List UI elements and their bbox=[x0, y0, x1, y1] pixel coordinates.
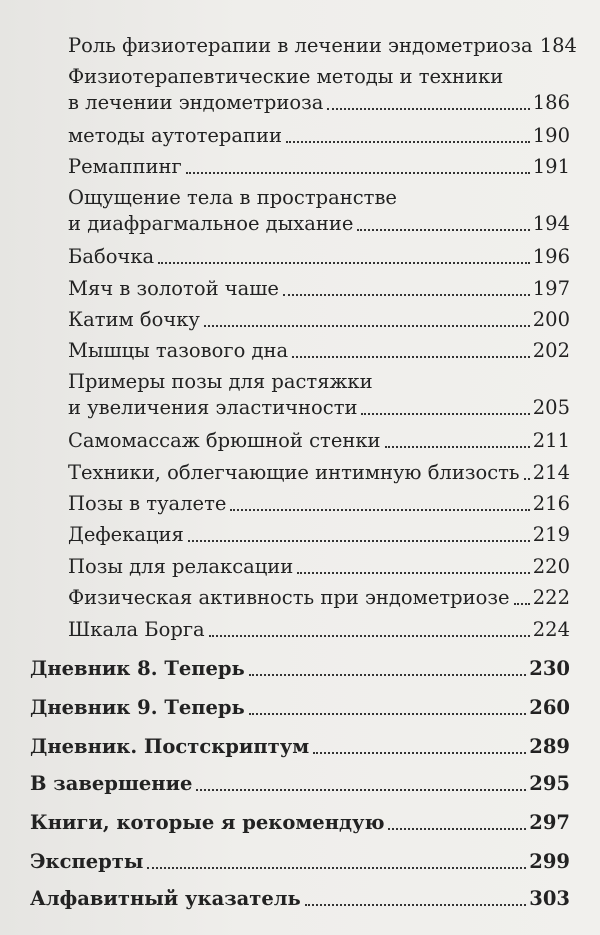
toc-entry bbox=[68, 554, 570, 580]
toc-entry bbox=[68, 585, 570, 611]
dot-leader bbox=[357, 229, 529, 231]
dot-leader bbox=[305, 904, 527, 906]
toc-page-number: 214 bbox=[532, 461, 570, 484]
toc-entry-title: Книги, которые я рекомендую bbox=[30, 811, 385, 834]
toc-entry bbox=[30, 734, 570, 760]
toc-entry bbox=[68, 64, 570, 116]
toc-page-number: 194 bbox=[532, 212, 570, 235]
toc-entry-title: Алфавитный указатель bbox=[30, 887, 301, 910]
toc-page-number: 184 bbox=[539, 34, 577, 57]
toc-entry bbox=[30, 656, 570, 682]
dot-leader bbox=[249, 674, 526, 676]
dot-leader bbox=[209, 635, 530, 637]
toc-entry-title-line2: в лечении эндометриоза bbox=[68, 91, 324, 114]
toc-page-number: 297 bbox=[529, 811, 570, 834]
dot-leader bbox=[204, 325, 530, 327]
toc-entry-title-line1: Ощущение тела в пространстве bbox=[68, 186, 397, 209]
toc-entry bbox=[68, 185, 570, 237]
toc-entry-title: В завершение bbox=[30, 772, 193, 795]
dot-leader bbox=[514, 603, 530, 605]
toc-entry-title-line2: и диафрагмальное дыхание bbox=[68, 212, 354, 235]
toc-entry bbox=[68, 307, 570, 333]
toc-page-number: 205 bbox=[532, 396, 570, 419]
toc-entry bbox=[68, 522, 570, 548]
toc-entry-title: Техники, облегчающие интимную близость bbox=[68, 461, 520, 484]
toc-entry bbox=[30, 771, 570, 797]
dot-leader bbox=[230, 509, 529, 511]
toc-entry bbox=[68, 338, 570, 364]
dot-leader bbox=[196, 789, 526, 791]
toc-entry bbox=[68, 123, 570, 149]
toc-entry bbox=[30, 695, 570, 721]
dot-leader bbox=[361, 413, 529, 415]
toc-page-number: 224 bbox=[532, 618, 570, 641]
toc-entry-title: Дневник 8. Теперь bbox=[30, 657, 245, 680]
toc-page-number: 230 bbox=[529, 657, 570, 680]
toc-entry-title: Шкала Борга bbox=[68, 618, 205, 641]
toc-entry-title: Ремаппинг bbox=[68, 155, 182, 178]
dot-leader bbox=[292, 356, 530, 358]
toc-entry-title: методы аутотерапии bbox=[68, 124, 283, 147]
dot-leader bbox=[186, 172, 530, 174]
toc-entry bbox=[68, 617, 570, 643]
toc-entry bbox=[68, 491, 570, 517]
toc-page-number: 186 bbox=[532, 91, 570, 114]
toc-page-number: 196 bbox=[532, 245, 570, 268]
toc-page-number: 197 bbox=[532, 277, 570, 300]
toc-entry-title: Дневник. Постскриптум bbox=[30, 735, 310, 758]
dot-leader bbox=[388, 828, 526, 830]
toc-page-number: 216 bbox=[532, 492, 570, 515]
toc-entry bbox=[68, 244, 570, 270]
dot-leader bbox=[297, 572, 529, 574]
toc-entry bbox=[68, 154, 570, 180]
dot-leader bbox=[286, 141, 530, 143]
toc-page-number: 299 bbox=[529, 850, 570, 873]
toc-page-number: 222 bbox=[532, 586, 570, 609]
toc-entry-title: Позы в туалете bbox=[68, 492, 227, 515]
toc-entry-title: Катим бочку bbox=[68, 308, 200, 331]
toc-entry-title: Самомассаж брюшной стенки bbox=[68, 429, 381, 452]
toc-page-number: 220 bbox=[532, 555, 570, 578]
toc-page-number: 303 bbox=[529, 887, 570, 910]
toc-entry-title: Физическая активность при эндометриозе bbox=[68, 586, 510, 609]
dot-leader bbox=[327, 108, 529, 110]
toc-entry-title: Роль физиотерапии в лечении эндометриоза bbox=[68, 34, 533, 57]
toc-entry-title: Позы для релаксации bbox=[68, 555, 294, 578]
dot-leader bbox=[147, 867, 526, 869]
toc-page-number: 219 bbox=[532, 523, 570, 546]
toc-entry bbox=[30, 849, 570, 875]
dot-leader bbox=[524, 478, 530, 480]
toc-entry bbox=[30, 886, 570, 912]
dot-leader bbox=[385, 446, 530, 448]
toc-page-number: 295 bbox=[529, 772, 570, 795]
toc-entry bbox=[30, 810, 570, 836]
toc-entry-title: Бабочка bbox=[68, 245, 155, 268]
toc-page-number: 202 bbox=[532, 339, 570, 362]
toc-page-number: 289 bbox=[529, 735, 570, 758]
dot-leader bbox=[158, 262, 530, 264]
toc-page-number: 211 bbox=[532, 429, 570, 452]
toc-entry-title-line2: и увеличения эластичности bbox=[68, 396, 358, 419]
toc-entry-title: Эксперты bbox=[30, 850, 144, 873]
toc-entry bbox=[68, 276, 570, 302]
toc-entry bbox=[68, 369, 570, 421]
toc-page-number: 190 bbox=[532, 124, 570, 147]
toc-entry-title-line1: Примеры позы для растяжки bbox=[68, 370, 373, 393]
toc-entry bbox=[68, 33, 577, 59]
toc-page-number: 200 bbox=[532, 308, 570, 331]
toc-entry-title: Мяч в золотой чаше bbox=[68, 277, 279, 300]
toc-entry-title: Дефекация bbox=[68, 523, 184, 546]
toc-page-number: 191 bbox=[532, 155, 570, 178]
dot-leader bbox=[283, 294, 530, 296]
toc-page-number: 260 bbox=[529, 696, 570, 719]
dot-leader bbox=[249, 713, 526, 715]
dot-leader bbox=[188, 540, 530, 542]
toc-entry bbox=[68, 428, 570, 454]
toc-entry-title-line1: Физиотерапевтические методы и техники bbox=[68, 65, 504, 88]
toc-entry bbox=[68, 460, 570, 486]
dot-leader bbox=[313, 752, 526, 754]
toc-entry-title: Мышцы тазового дна bbox=[68, 339, 289, 362]
toc-entry-title: Дневник 9. Теперь bbox=[30, 696, 245, 719]
